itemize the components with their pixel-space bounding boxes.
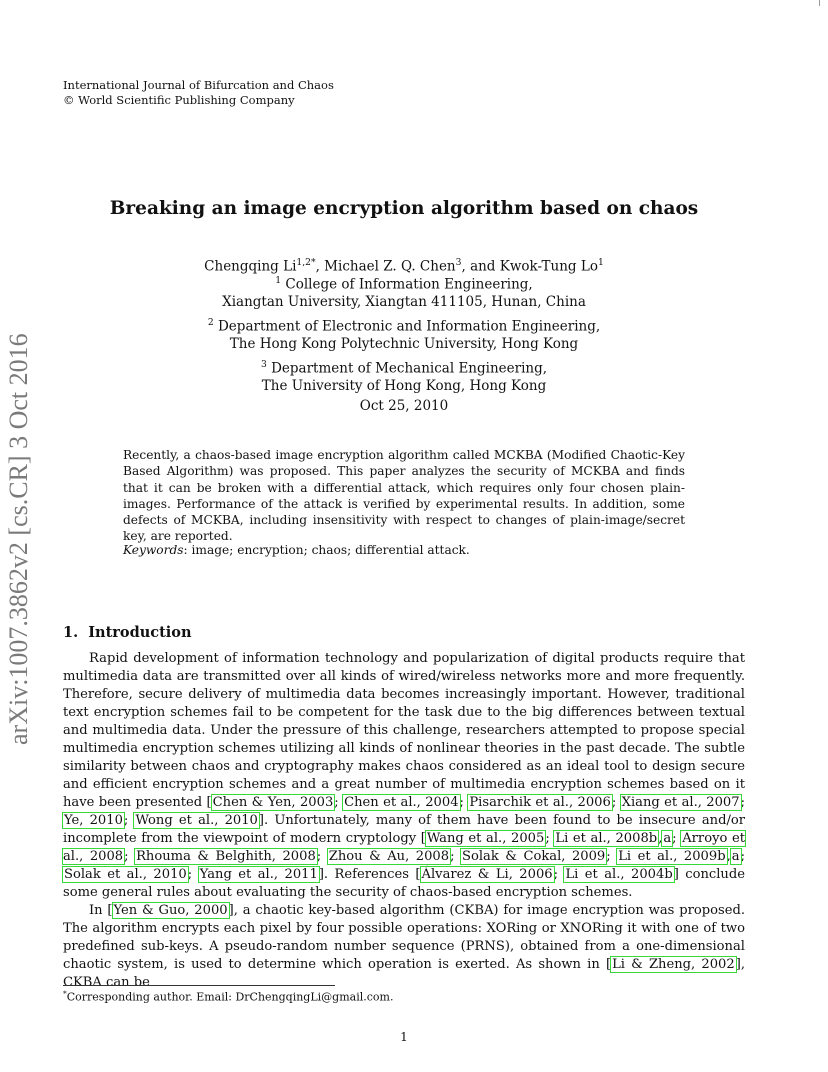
citation-link[interactable]: Solak & Cokal, 2009 xyxy=(462,849,606,864)
citation-link[interactable]: Xiang et al., 2007 xyxy=(621,795,740,810)
journal-publisher: © World Scientific Publishing Company xyxy=(63,93,295,107)
section-heading: 1. Introduction xyxy=(63,624,192,641)
corner-mark xyxy=(819,0,820,6)
author-list: Chengqing $Li^{1,2*}$, Michael Z. Q. Chen$^3$, and Kwok-Tung Lo$^1$ xyxy=(204,257,604,275)
citation-link[interactable]: Chen et al., 2004 xyxy=(344,795,459,810)
citation-link[interactable]: Solak et al., 2010 xyxy=(64,867,187,882)
citation-link[interactable]: Li et al., 2008b xyxy=(555,831,658,846)
citation-link[interactable]: Yang et al., 2011 xyxy=(199,867,318,882)
citation-link[interactable]: Pisarchik et al., 2006 xyxy=(469,795,611,810)
journal-header xyxy=(63,78,334,108)
paper-title: Breaking an image encryption algorithm based on chaos xyxy=(109,198,699,219)
citation-link[interactable]: a xyxy=(663,831,672,846)
citation-link[interactable]: Li et al., 2009b xyxy=(618,849,726,864)
citation-link[interactable]: Yen & Guo, 2000 xyxy=(113,903,228,918)
affiliation-1: $^1$ College of Information Engineering, Xiangtan University, Xiangtan 411105, Hunan, China xyxy=(222,275,586,310)
paragraph-2: In [Yen & Guo, 2000], a chaotic key-based algorithm (CKBA) for image encryption was proposed. The algorithm encrypts each pixel by four possible operations: XORing or XNORing it with one of two predefined sub-keys. A pseudo-random number sequence (PRNS), obtained from a one-dimensional chaotic system, is used to determine which operation is exerted. As shown in [Li & Zheng, 2002], CKBA can be xyxy=(63,903,745,990)
citation-link[interactable]: Li et al., 2004b xyxy=(565,867,673,882)
keywords: Keywords: image; encryption; chaos; differential attack. xyxy=(123,543,470,557)
footnote: *Corresponding author. Email: DrChengqingLi@gmail.com. xyxy=(63,989,394,1004)
affiliation-3: $^3$ Department of Mechanical Engineering, The University of Hong Kong, Hong Kong xyxy=(260,359,548,394)
copyright-icon: © xyxy=(63,93,75,107)
paragraph-1: Rapid development of information technology and popularization of digital products require that multimedia data are transmitted over all kinds of wired/wireless networks more and more frequently. Therefore, secure delivery of multimedia data becomes increasingly important. However, traditional text encryption schemes fail to be competent for the task due to the big differences between textual and multimedia data. Under the pressure of this challenge, researchers attempted to propose special multimedia encryption schemes utilizing all kinds of nonlinear theories in the past decade. The subtle similarity between chaos and cryptography makes chaos considered as an ideal tool to design secure and efficient encryption schemes and a great number of multimedia encryption schemes based on it have been presented [Chen & Yen, 2003; Chen et al., 2004; Pisarchik et al., 2006; Xiang et al., 2007; Ye, 2010; Wong et al., 2010]. Unfortunately, many of them have been found to be insecure and/or incomplete from the viewpoint of modern cryptology [Wang et al., 2005; Li et al., 2008b,a; Arroyo et al., 2008; Rhouma & Belghith, 2008; Zhou & Au, 2008; Solak & Cokal, 2009; Li et al., 2009b,a; Solak et al., 2010; Yang et al., 2011]. References [Álvarez & Li, 2006; Li et al., 2004b] conclude some general rules about evaluating the security of chaos-based encryption schemes. xyxy=(63,651,746,900)
journal-name: International Journal of Bifurcation and Chaos xyxy=(63,78,334,92)
citation-link[interactable]: Li & Zheng, 2002 xyxy=(612,957,735,972)
paper-date: Oct 25, 2010 xyxy=(359,398,449,414)
citation-link[interactable]: Ye, 2010 xyxy=(64,813,123,828)
affiliation-2: $^2$ Department of Electronic and Information Engineering, The Hong Kong Polytechnic University, Hong Kong xyxy=(207,317,601,352)
citation-link[interactable]: Álvarez & Li, 2006 xyxy=(421,867,553,882)
footnote-rule xyxy=(63,985,335,986)
citation-link[interactable]: Wang et al., 2005 xyxy=(426,831,545,846)
body-text xyxy=(63,650,745,992)
citation-link[interactable]: Chen & Yen, 2003 xyxy=(212,795,334,810)
abstract: Recently, a chaos-based image encryption algorithm called MCKBA (Modified Chaotic-Key Based Algorithm) was proposed. This paper analyzes the security of MCKBA and finds that it can be broken with a differential attack, which requires only four chosen plain-images. Performance of the attack is verified by experimental results. In addition, some defects of MCKBA, including insensitivity with respect to changes of plain-image/secret key, are reported. xyxy=(123,448,685,544)
citation-link[interactable]: a xyxy=(731,849,740,864)
page-number: 1 xyxy=(400,1030,408,1044)
citation-link[interactable]: Arroyo et al., 2008 xyxy=(63,831,745,864)
citation-link[interactable]: Wong et al., 2010 xyxy=(135,813,258,828)
citation-link[interactable]: Zhou & Au, 2008 xyxy=(328,849,450,864)
citation-link[interactable]: Rhouma & Belghith, 2008 xyxy=(136,849,316,864)
